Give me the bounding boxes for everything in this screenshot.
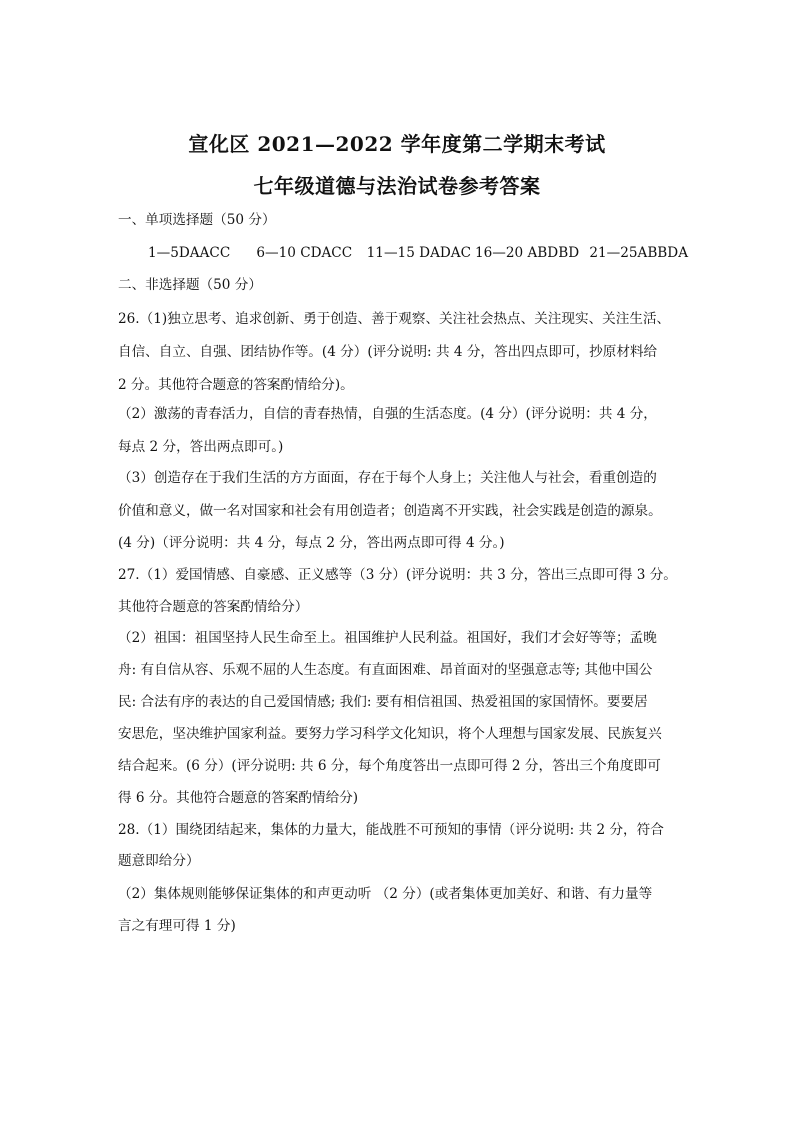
text-line: 得 6 分。其他符合题意的答案酌情给分)	[118, 790, 359, 806]
text-line: 舟: 有自信从容、乐观不屈的人生态度。有直面困难、昂首面对的坚强意志等; 其他中国公	[118, 662, 653, 678]
text-line: 27.（1）爱国情感、自豪感、正义感等（3 分）(评分说明：共 3 分，答出三点即可得 3 分。	[118, 567, 677, 583]
text-line: 每点 2 分，答出两点即可。)	[118, 439, 284, 455]
exam-title: 宣化区 2021—2022 学年度第二学期末考试	[188, 132, 606, 156]
answer-group: 6—10 CDACC	[256, 245, 353, 261]
text-line: 其他符合题意的答案酌情给分）	[118, 599, 309, 615]
text-line: 言之有理可得 1 分)	[118, 918, 236, 934]
section1-heading: 一、单项选择题（50 分）	[118, 212, 276, 228]
answer-group: 1—5DAACC	[148, 245, 231, 261]
text-line: 2 分。其他符合题意的答案酌情给分)。	[118, 377, 354, 393]
text-line: （3）创造存在于我们生活的方方面面，存在于每个人身上；关注他人与社会，看重创造的	[118, 470, 657, 486]
text-line: 安思危，坚决维护国家利益。要努力学习科学文化知识，将个人理想与国家发展、民族复兴	[118, 726, 662, 742]
text-line: 民: 合法有序的表达的自己爱国情感; 我们: 要有相信祖国、热爱祖国的家国情怀。要要居	[118, 694, 648, 710]
text-line: （2）集体规则能够保证集体的和声更动听 （2 分）(或者集体更加美好、和谐、有力量等	[118, 886, 653, 902]
text-line: 价值和意义，做一名对国家和社会有用创造者；创造离不开实践，社会实践是创造的源泉。	[118, 503, 662, 519]
answer-key-title: 七年级道德与法治试卷参考答案	[253, 174, 541, 198]
text-line: （2）激荡的青春活力，自信的青春热情，自强的生活态度。(4 分）(评分说明：共 4 分，	[118, 406, 657, 422]
text-line: （2）祖国：祖国坚持人民生命至上。祖国维护人民利益。祖国好，我们才会好等等；孟晚	[118, 630, 657, 646]
text-line: 自信、自立、自强、团结协作等。(4 分）(评分说明: 共 4 分，答出四点即可，抄原材料给	[118, 344, 658, 360]
answer-group: 16—20 ABDBD	[474, 245, 580, 261]
choice-answers-row	[148, 244, 688, 262]
text-line: 26.（1)独立思考、追求创新、勇于创造、善于观察、关注社会热点、关注现实、关注生活、	[118, 311, 671, 327]
text-line: 题意即给分）	[118, 853, 200, 869]
text-line: (4 分)（评分说明：共 4 分，每点 2 分，答出两点即可得 4 分。)	[118, 535, 505, 551]
section2-heading: 二、非选择题（50 分）	[118, 277, 262, 293]
answer-group: 11—15 DADAC	[366, 245, 471, 261]
text-line: 28.（1）围绕团结起来，集体的力量大，能战胜不可预知的事情（评分说明: 共 2 分，符合	[118, 822, 664, 838]
text-line: 结合起来。(6 分）(评分说明: 共 6 分，每个角度答出一点即可得 2 分，答出三个角度即可	[118, 758, 661, 774]
answer-group: 21—25ABBDA	[589, 245, 689, 261]
